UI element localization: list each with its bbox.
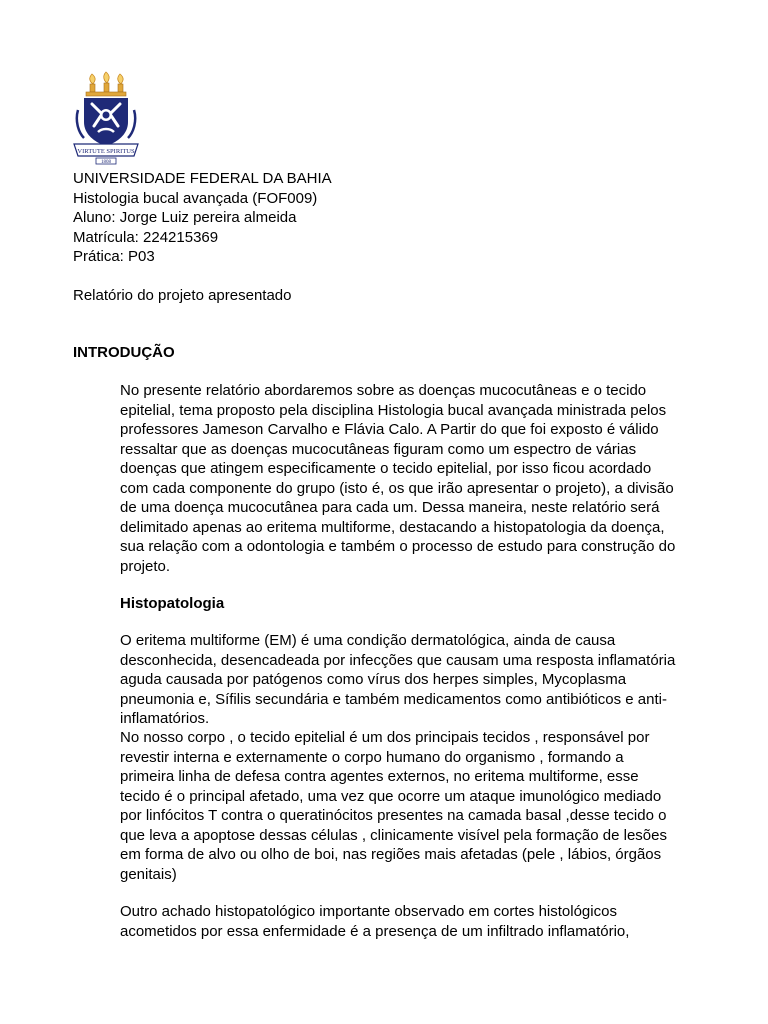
motto-banner bbox=[74, 144, 138, 156]
histopatologia-paragraph-1 bbox=[120, 631, 700, 729]
histopatologia-paragraph-2 bbox=[120, 728, 700, 884]
paragraph-line: que leva a apoptose dessas células , clinicamente visível pela formação de lesões bbox=[120, 826, 667, 844]
header-info bbox=[73, 169, 693, 267]
paragraph-line: O eritema multiforme (EM) é uma condição dermatológica, ainda de causa bbox=[120, 632, 616, 649]
introduction-heading: INTRODUÇÃO bbox=[73, 344, 175, 361]
paragraph-line: delimitado apenas ao eritema multiforme, destacando a histopatologia da doença, bbox=[120, 518, 665, 536]
paragraph-line: aguda causada por patógenos como vírus dos herpes simples, Mycoplasma bbox=[120, 671, 627, 688]
paragraph-line: com cada componente do grupo (isto é, os que irão apresentar o projeto), a divisão bbox=[120, 479, 674, 497]
paragraph-line: No nosso corpo , o tecido epitelial é um dos principais tecidos , responsável por bbox=[120, 729, 650, 746]
introduction-paragraph bbox=[120, 381, 700, 576]
university-name: UNIVERSIDADE FEDERAL DA BAHIA bbox=[73, 170, 332, 187]
paragraph-line: tecido é o principal afetado, uma vez que ocorre um ataque imunológico mediado bbox=[120, 787, 662, 805]
paragraph-line: desconhecida, desencadeada por infecções que causam uma resposta inflamatória bbox=[120, 651, 676, 669]
paragraph-line: revestir interna e externamente o corpo humano do organismo , formando a bbox=[120, 748, 624, 766]
paragraph-line: pneumonia e, Sífilis secundária e também medicamentos como antibióticos e anti- bbox=[120, 690, 667, 708]
paragraph-line: acometidos por essa enfermidade é a presença de um infiltrado inflamatório, bbox=[120, 922, 630, 940]
paragraph-line: por linfócitos T contra o queratinócitos presentes na camada basal ,desse tecido o bbox=[120, 807, 667, 824]
logo-motto: VIRTUTE SPIRITUS bbox=[77, 148, 135, 155]
paragraph-line: epitelial, tema proposto pela disciplina Histologia bucal avançada ministrada pelos bbox=[120, 401, 667, 419]
paragraph-line: professores Jameson Carvalho e Flávia Calo. A Partir do que foi exposto é válido bbox=[120, 421, 659, 438]
histopatologia-paragraph-3 bbox=[120, 902, 700, 941]
paragraph-line: genitais) bbox=[120, 865, 177, 883]
course-name: Histologia bucal avançada (FOF009) bbox=[73, 189, 318, 207]
report-title: Relatório do projeto apresentado bbox=[73, 287, 292, 304]
paragraph-line: Outro achado histopatológico importante observado em cortes histológicos bbox=[120, 903, 617, 920]
torch-flames bbox=[86, 72, 126, 96]
paragraph-line: primeira linha de defesa contra agentes externos, no eritema multiforme, esse bbox=[120, 768, 639, 785]
paragraph-line: doenças que atingem especificamente o tecido epitelial, por isso ficou acordado bbox=[120, 460, 652, 477]
paragraph-line: sua relação com a odontologia e também o processo de estudo para construção do bbox=[120, 538, 676, 555]
paragraph-line: inflamatórios. bbox=[120, 710, 210, 727]
shield bbox=[84, 98, 128, 146]
university-logo bbox=[72, 70, 140, 166]
student-name: Aluno: Jorge Luiz pereira almeida bbox=[73, 209, 297, 226]
registration-number: Matrícula: 224215369 bbox=[73, 228, 219, 246]
paragraph-line: de uma doença mucocutânea para cada um. Dessa maneira, neste relatório será bbox=[120, 499, 660, 516]
paragraph-line: projeto. bbox=[120, 557, 171, 575]
practice-code: Prática: P03 bbox=[73, 248, 155, 265]
year-plaque bbox=[96, 158, 116, 165]
paragraph-line: No presente relatório abordaremos sobre as doenças mucocutâneas e o tecido bbox=[120, 382, 647, 399]
histopatologia-heading: Histopatologia bbox=[120, 595, 225, 612]
logo-year: 1808 bbox=[101, 160, 111, 165]
paragraph-line: ressaltar que as doenças mucocutâneas figuram como um espectro de várias bbox=[120, 440, 637, 458]
paragraph-line: em forma de alvo ou olho de boi, nas regiões mais afetadas (pele , lábios, órgãos bbox=[120, 846, 662, 863]
